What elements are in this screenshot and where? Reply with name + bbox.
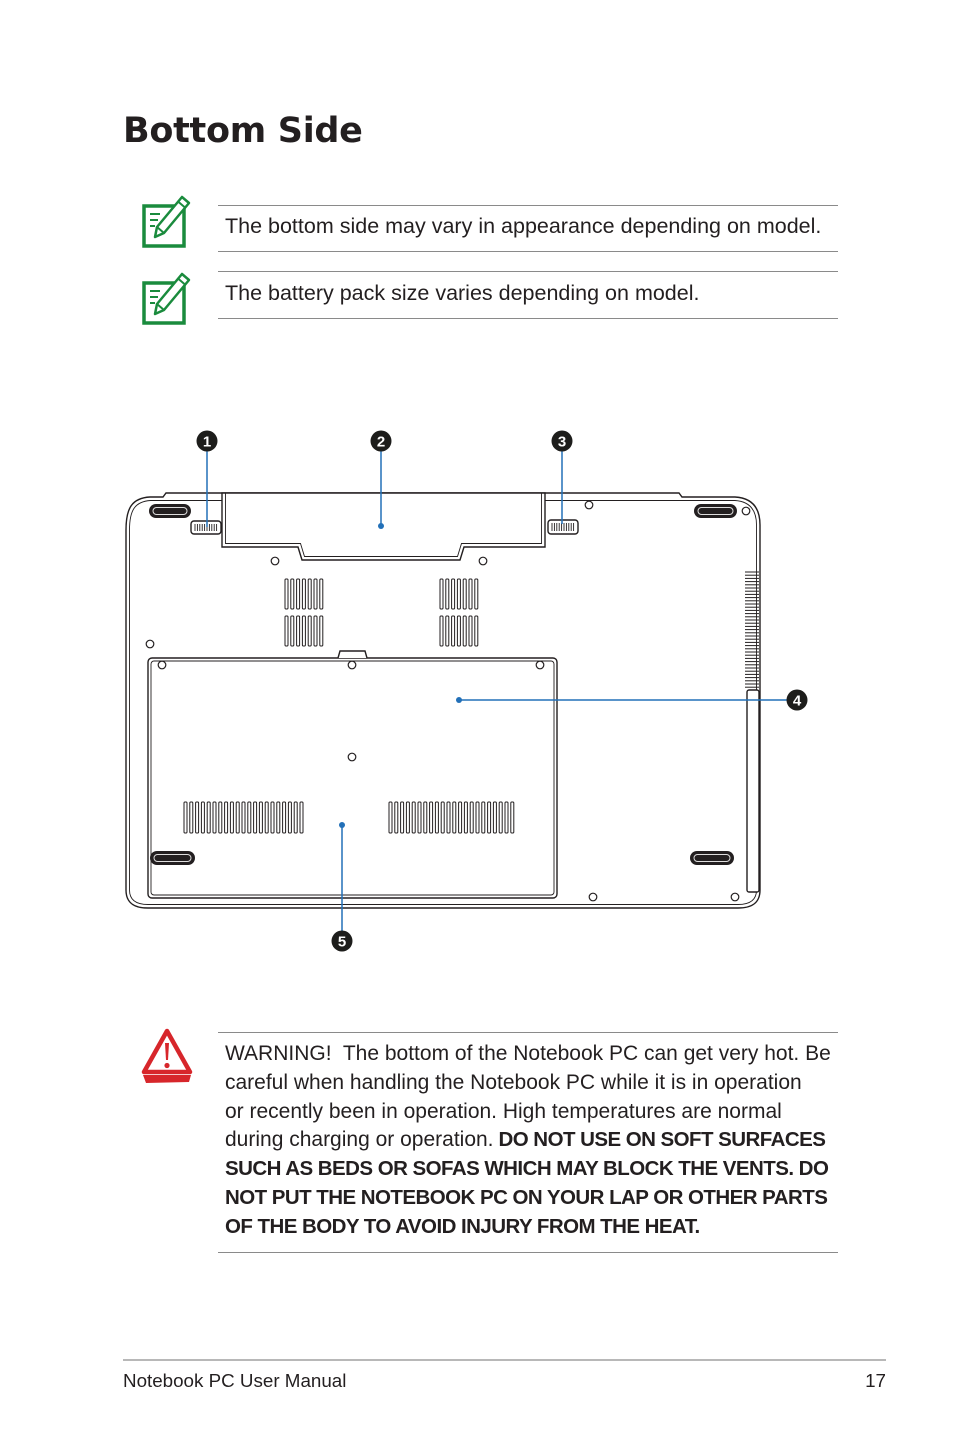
memory-compartment-cover — [148, 658, 557, 898]
rubber-foot-top-left — [149, 504, 191, 518]
callout-2-dot — [378, 523, 384, 529]
screw — [348, 661, 356, 669]
top-vent-slot — [475, 616, 478, 646]
top-vent-slot — [285, 579, 288, 609]
note-rule-bottom — [218, 251, 838, 252]
top-vent-slot — [291, 579, 294, 609]
note-text: The battery pack size varies depending on model. — [225, 281, 700, 305]
cover-vent-slot — [406, 802, 409, 833]
note-rule-bottom — [218, 318, 838, 319]
warning-line: WARNING! The bottom of the Notebook PC can get very hot. Be — [225, 1042, 831, 1065]
top-vent-slot — [469, 616, 472, 646]
cover-vent-slot — [435, 802, 438, 833]
top-vent-slot — [297, 579, 300, 609]
screw — [742, 507, 750, 515]
cover-vent-slot — [418, 802, 421, 833]
cover-vent-slot — [242, 802, 245, 833]
screw — [158, 661, 166, 669]
top-vent-slot — [463, 579, 466, 609]
top-vent-slot — [308, 579, 311, 609]
top-vent-slot — [302, 579, 305, 609]
top-vent-slot — [302, 616, 305, 646]
note-pencil-icon — [141, 269, 191, 332]
screw — [348, 753, 356, 761]
cover-vent-slot — [184, 802, 187, 833]
cover-vent-slot — [488, 802, 491, 833]
top-vent-slot — [320, 616, 323, 646]
warning-line-bold: NOT PUT THE NOTEBOOK PC ON YOUR LAP OR OTHER PARTS — [225, 1185, 828, 1209]
note-rule-top — [218, 271, 838, 272]
cover-vent-slot — [288, 802, 291, 833]
cover-vent-slot — [201, 802, 204, 833]
cover-vent-slot — [493, 802, 496, 833]
screw — [479, 557, 487, 565]
callout-5 — [332, 931, 353, 952]
top-vent-slot — [320, 579, 323, 609]
rubber-foot-shape — [149, 504, 191, 518]
cover-vent-slot — [499, 802, 502, 833]
cover-vent-slot — [447, 802, 450, 833]
rubber-foot-shape — [690, 851, 734, 865]
cover-vent-slot — [219, 802, 222, 833]
callout-4 — [787, 690, 808, 711]
top-vent-slot — [469, 579, 472, 609]
warning-line-bold: OF THE BODY TO AVOID INJURY FROM THE HEAT. — [225, 1214, 700, 1238]
cover-vent-slot — [283, 802, 286, 833]
top-vent-slot — [285, 616, 288, 646]
cover-vent-slot — [300, 802, 303, 833]
side-panel-strip — [747, 690, 759, 892]
note-pencil-icon — [141, 192, 191, 255]
cover-vent-slot — [459, 802, 462, 833]
cover-vent-slot — [207, 802, 210, 833]
note-text: The bottom side may vary in appearance depending on model. — [225, 214, 822, 238]
note-pencil-icon-graphic — [141, 269, 191, 327]
top-vent-slot — [446, 579, 449, 609]
screw — [271, 557, 279, 565]
cover-vent-slot — [430, 802, 433, 833]
callout-number: 1 — [202, 433, 212, 451]
laptop-bottom-diagram — [100, 415, 820, 970]
top-vent-slot — [452, 579, 455, 609]
top-vent-slot — [475, 579, 478, 609]
page-title: Bottom Side — [123, 111, 363, 151]
note-rule-top — [218, 205, 838, 206]
warning-line-bold: SUCH AS BEDS OR SOFAS WHICH MAY BLOCK THE VENTS. DO — [225, 1157, 829, 1181]
screw — [536, 661, 544, 669]
cover-vent-slot — [259, 802, 262, 833]
top-vent-slot — [308, 616, 311, 646]
footer-rule — [123, 1359, 886, 1361]
warning-triangle-icon — [140, 1026, 194, 1091]
top-vent-slot — [452, 616, 455, 646]
cover-vent-slot — [389, 802, 392, 833]
rubber-foot-top-right — [694, 504, 737, 518]
cover-vent-slot — [464, 802, 467, 833]
warning-sign-base — [143, 1075, 191, 1083]
cover-vent-slot — [196, 802, 199, 833]
top-vent-slot — [440, 616, 443, 646]
top-vent-slot — [463, 616, 466, 646]
page-number: 17 — [865, 1370, 886, 1391]
footer-manual-title: Notebook PC User Manual — [123, 1370, 347, 1391]
cover-vent-slot — [470, 802, 473, 833]
warning-text-normal: during charging or operation. — [225, 1128, 494, 1152]
cover-vent-slot — [412, 802, 415, 833]
cover-vent-slot — [505, 802, 508, 833]
cover-vent-slot — [248, 802, 251, 833]
top-vent-slot — [457, 616, 460, 646]
top-vent-slot — [314, 616, 317, 646]
cover-vent-slot — [213, 802, 216, 833]
cover-vent-slot — [225, 802, 228, 833]
cover-vent-slot — [294, 802, 297, 833]
cover-vent-slot — [277, 802, 280, 833]
rubber-foot-shape — [150, 851, 195, 865]
cover-vent-slot — [453, 802, 456, 833]
screw — [731, 893, 739, 901]
warning-rule-top — [218, 1032, 838, 1033]
callout-number: 3 — [557, 433, 567, 451]
cover-vent-slot — [441, 802, 444, 833]
cover-vent-slot — [190, 802, 193, 833]
note-pencil-icon-graphic — [141, 192, 191, 250]
cover-vent-slot — [482, 802, 485, 833]
cover-vent-slot — [424, 802, 427, 833]
exclamation-dot — [164, 1063, 169, 1068]
top-vent-slot — [446, 616, 449, 646]
top-vent-slot — [457, 579, 460, 609]
callout-1 — [197, 431, 218, 452]
screw — [585, 501, 593, 509]
top-vent-slot — [291, 616, 294, 646]
callout-3 — [552, 431, 573, 452]
cover-vent-slot — [395, 802, 398, 833]
screw — [146, 640, 154, 648]
rubber-foot-shape — [694, 504, 737, 518]
warning-line: careful when handling the Notebook PC while it is in operation — [225, 1070, 802, 1094]
top-vent-slot — [440, 579, 443, 609]
cover-vent-slot — [236, 802, 239, 833]
cover-vent-slot — [254, 802, 257, 833]
top-vent-slot — [314, 579, 317, 609]
callout-number: 4 — [792, 692, 802, 710]
top-vent-slot — [297, 616, 300, 646]
callout-4-dot — [456, 697, 462, 703]
cover-vent-slot — [511, 802, 514, 833]
screw — [589, 893, 597, 901]
warning-rule-bottom — [218, 1252, 838, 1253]
cover-vent-slot — [476, 802, 479, 833]
cover-vent-slot — [230, 802, 233, 833]
cover-vent-slot — [401, 802, 404, 833]
rubber-foot-bottom-right — [690, 851, 734, 865]
callout-5-dot — [339, 822, 345, 828]
rubber-foot-bottom-left — [150, 851, 195, 865]
callout-number: 2 — [376, 433, 386, 451]
warning-triangle-icon-graphic — [140, 1026, 194, 1086]
warning-text-bold: DO NOT USE ON SOFT SURFACES — [498, 1128, 826, 1152]
cover-vent-slot — [265, 802, 268, 833]
callout-2 — [371, 431, 392, 452]
warning-text — [225, 1040, 841, 1242]
warning-line: or recently been in operation. High temperatures are normal — [225, 1099, 782, 1123]
warning-line — [225, 1126, 841, 1155]
callout-number: 5 — [337, 933, 347, 951]
memory-cover-tab — [338, 651, 367, 658]
cover-vent-slot — [271, 802, 274, 833]
